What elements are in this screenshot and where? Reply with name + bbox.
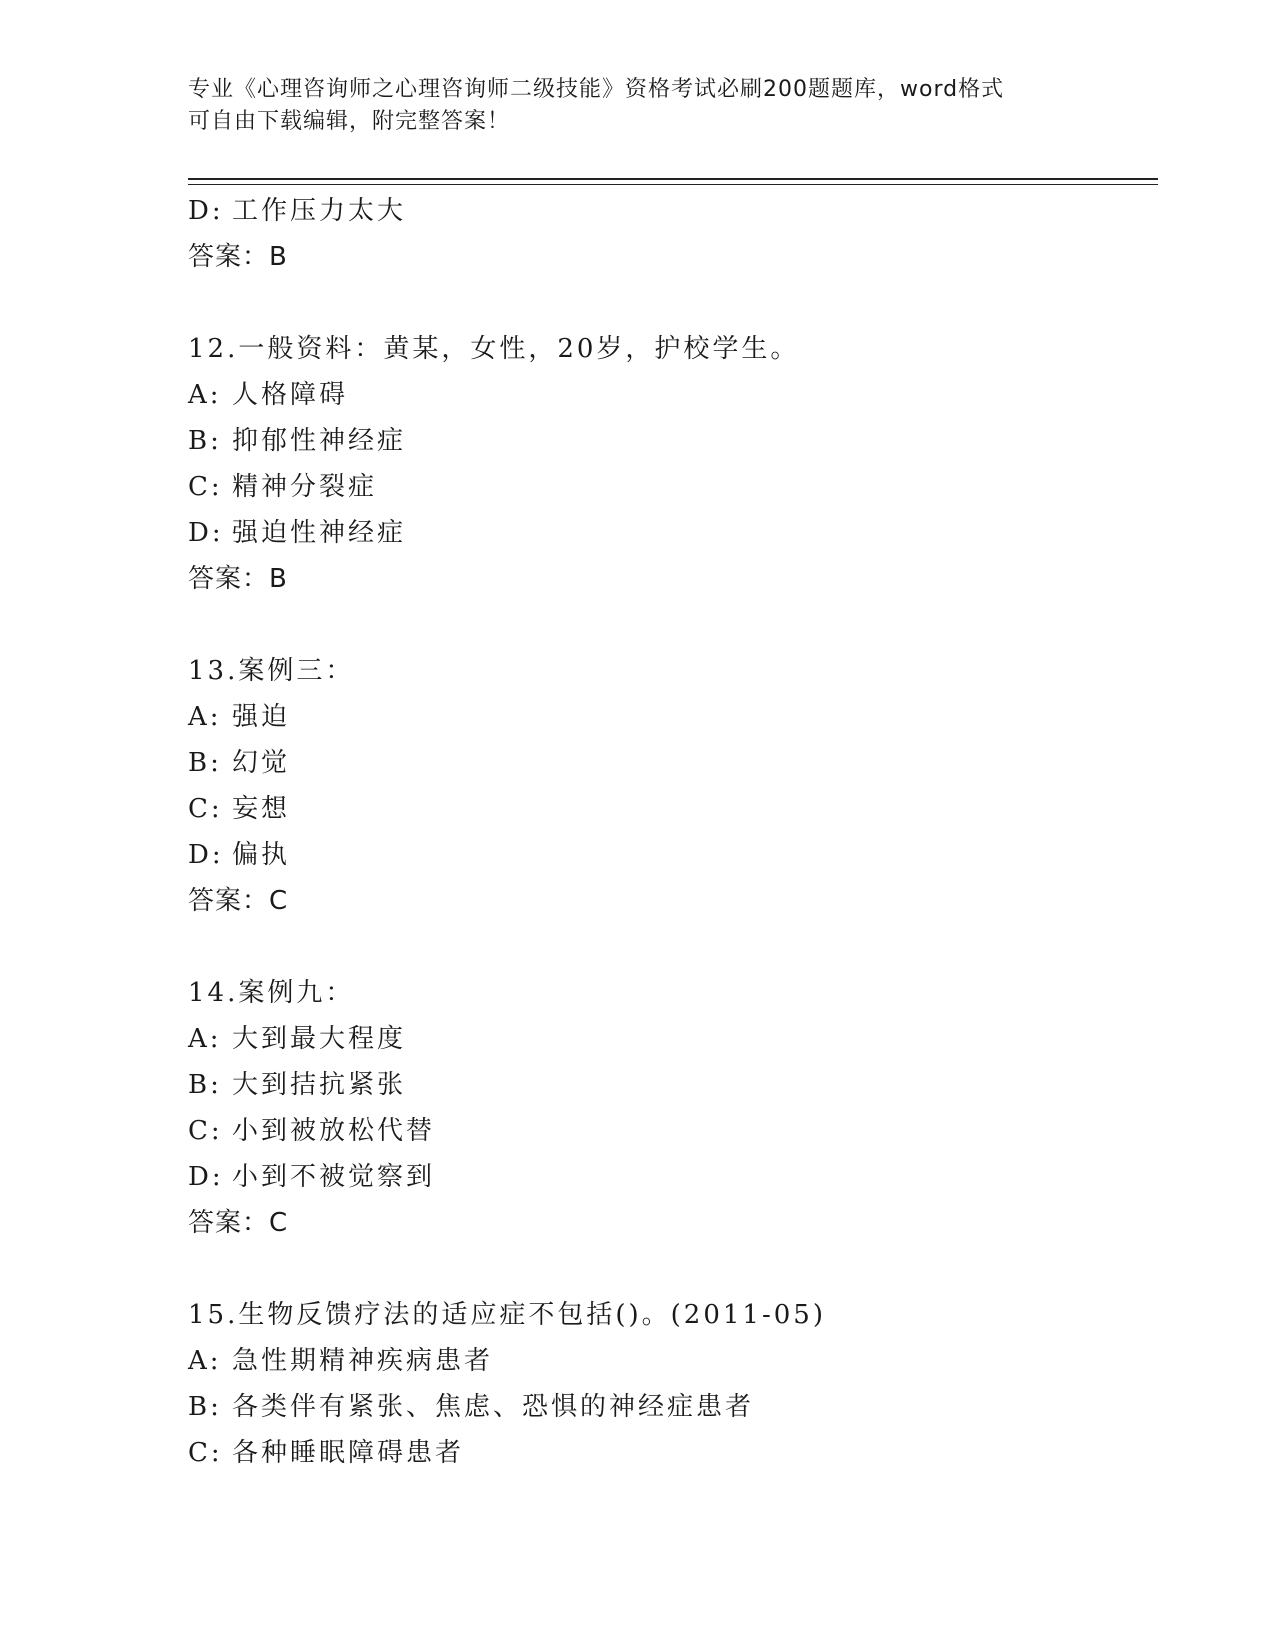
answer-line: 答案：C — [188, 886, 289, 916]
option-text: 急性期精神疾病患者 — [232, 1346, 494, 1376]
option-text: 工作压力太大 — [232, 196, 407, 226]
option-text: 各类伴有紧张、焦虑、恐惧的神经症患者 — [232, 1392, 755, 1422]
answer-line: 答案：B — [188, 242, 288, 272]
option-label: C: — [188, 794, 223, 824]
question-content — [188, 188, 1158, 1476]
spacer — [188, 280, 1158, 326]
option-label: C: — [188, 1116, 223, 1146]
option-label: A: — [188, 702, 222, 732]
option-text: 精神分裂症 — [232, 472, 378, 502]
option-label: A: — [188, 1346, 222, 1376]
option-label: B: — [188, 426, 222, 456]
answer-line: 答案：C — [188, 1208, 289, 1238]
option-d — [188, 188, 1158, 234]
option-label: B: — [188, 1070, 222, 1100]
option-label: D: — [188, 518, 224, 548]
option-b — [188, 740, 1158, 786]
option-text: 小到被放松代替 — [232, 1116, 436, 1146]
option-a — [188, 1338, 1158, 1384]
option-text: 各种睡眠障碍患者 — [232, 1438, 465, 1468]
header-line-1: 专业《心理咨询师之心理咨询师二级技能》资格考试必刷200题题库，word格式 — [188, 77, 1005, 102]
question-13: 13.案例三： — [188, 656, 355, 686]
option-label: D: — [188, 1162, 224, 1192]
option-text: 强迫性神经症 — [232, 518, 407, 548]
spacer — [188, 1246, 1158, 1292]
option-label: A: — [188, 380, 222, 410]
question-12: 12.一般资料：黄某，女性，20岁，护校学生。 — [188, 334, 800, 364]
option-text: 人格障碍 — [232, 380, 349, 410]
option-b — [188, 418, 1158, 464]
answer-line: 答案：B — [188, 564, 288, 594]
option-d — [188, 832, 1158, 878]
question-14: 14.案例九： — [188, 978, 355, 1008]
option-text: 小到不被觉察到 — [232, 1162, 436, 1192]
option-a — [188, 694, 1158, 740]
option-label: C: — [188, 1438, 223, 1468]
header-rule-thick — [188, 178, 1158, 180]
option-c — [188, 464, 1158, 510]
option-text: 强迫 — [232, 702, 291, 732]
option-label: B: — [188, 1392, 222, 1422]
option-d — [188, 510, 1158, 556]
option-b — [188, 1384, 1158, 1430]
option-a — [188, 372, 1158, 418]
option-c — [188, 1430, 1158, 1476]
option-b — [188, 1062, 1158, 1108]
option-text: 大到拮抗紧张 — [232, 1070, 407, 1100]
option-text: 大到最大程度 — [232, 1024, 407, 1054]
spacer — [188, 602, 1158, 648]
option-label: B: — [188, 748, 222, 778]
header-line-2: 可自由下载编辑，附完整答案！ — [188, 109, 511, 134]
option-c — [188, 786, 1158, 832]
option-label: D: — [188, 196, 224, 226]
option-a — [188, 1016, 1158, 1062]
option-text: 抑郁性神经症 — [232, 426, 407, 456]
question-15: 15.生物反馈疗法的适应症不包括()。(2011-05) — [188, 1300, 826, 1330]
page-header — [188, 74, 1088, 138]
option-text: 幻觉 — [232, 748, 291, 778]
header-rule-thin — [188, 184, 1158, 185]
spacer — [188, 924, 1158, 970]
option-label: A: — [188, 1024, 222, 1054]
option-text: 偏执 — [232, 840, 291, 870]
option-d — [188, 1154, 1158, 1200]
option-text: 妄想 — [232, 794, 291, 824]
option-label: C: — [188, 472, 223, 502]
option-label: D: — [188, 840, 224, 870]
option-c — [188, 1108, 1158, 1154]
